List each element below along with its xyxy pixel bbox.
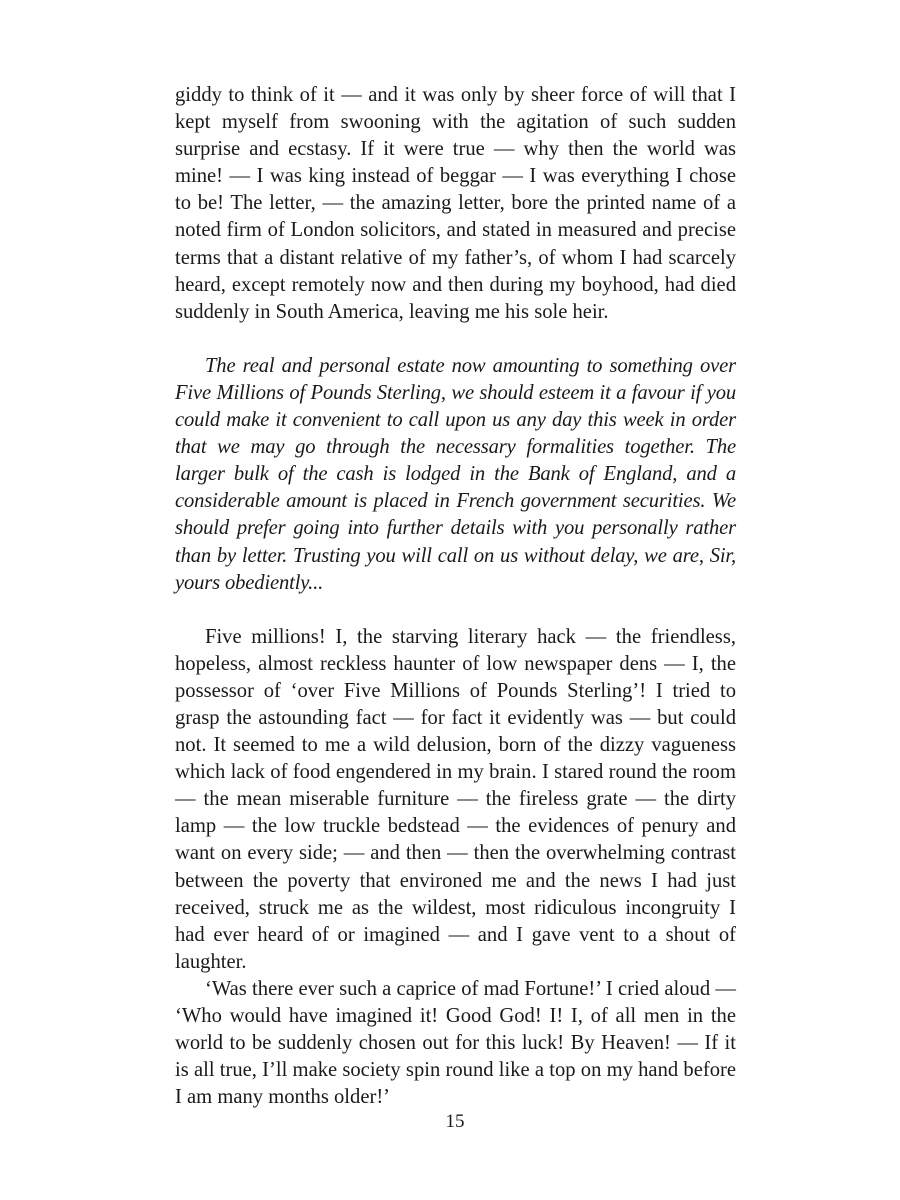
paragraph-narrative-3: ‘Was there ever such a caprice of mad Fortune!’ I cried aloud — ‘Who would have imagined it! Good God! I! I, of all men in the world to be suddenly chosen out for this luck! By Heaven! — If it is all true, I’ll make society spin round like a top on my hand before I am many months older!’ bbox=[175, 977, 736, 1109]
paragraph-letter-quote: The real and personal estate now amounting to something over Five Millions of Pounds Sterling, we should esteem it a favour if you could make it convenient to call upon us any day this week in order that we may go through the necessary formalities together. The larger bulk of the cash is lodged in the Bank of England, and a considerable amount is placed in French government securities. We should prefer going into further details with you personally rather than by letter. Trusting you will call on us without delay, we are, Sir, yours obediently... bbox=[175, 354, 736, 594]
paragraph-narrative-1: giddy to think of it — and it was only by sheer force of will that I kept myself from swooning with the agitation of such sudden surprise and ecstasy. If it were true — why then the world was mine! — I was king instead of beggar — I was everything I chose to be! The letter, — the amazing letter, bore the printed name of a noted firm of London solicitors, and stated in measured and precise terms that a distant relative of my father’s, of whom I had scarcely heard, except remotely now and then during my boyhood, had died suddenly in South America, leaving me his sole heir. bbox=[175, 84, 736, 323]
page-number: 15 bbox=[445, 1111, 465, 1132]
body-text bbox=[175, 82, 736, 1111]
paragraph-narrative-2: Five millions! I, the starving literary hack — the friendless, hopeless, almost reckless haunter of low newspaper dens — I, the possessor of ‘over Five Millions of Pounds Sterling’! I tried to grasp the astounding fact — for fact it evidently was — but could not. It seemed to me a wild delusion, born of the dizzy vagueness which lack of food engendered in my brain. I stared round the room — the mean miserable furniture — the fireless grate — the dirty lamp — the low truckle bedstead — the evidences of penury and want on every side; — and then — then the overwhelming contrast between the poverty that environed me and the news I had just received, struck me as the wildest, most ridiculous incongruity I had ever heard of or imagined — and I gave vent to a shout of laughter. bbox=[175, 625, 736, 973]
